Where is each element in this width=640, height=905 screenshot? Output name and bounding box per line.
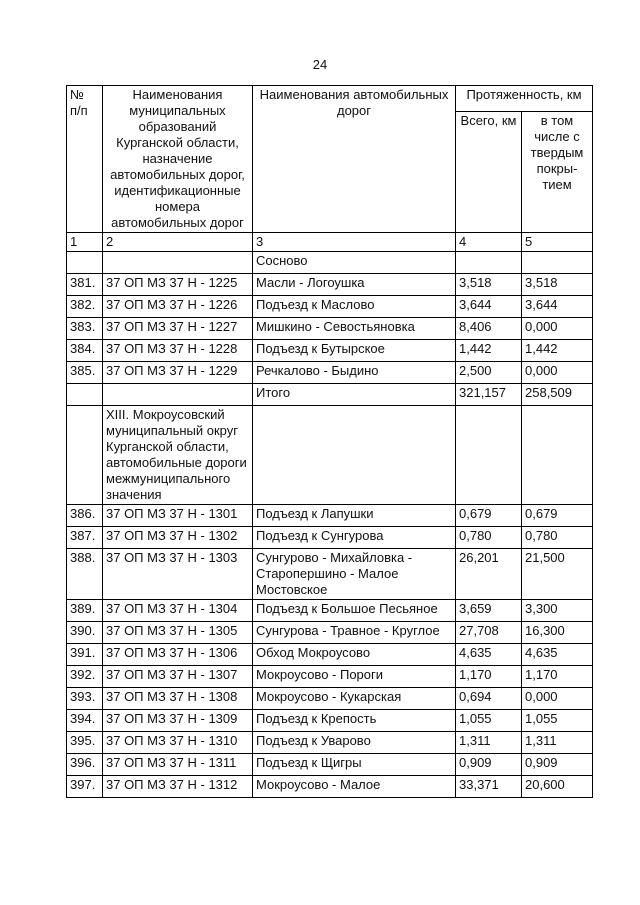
length-total: 4,635 bbox=[456, 644, 522, 666]
length-paved: 1,055 bbox=[522, 710, 593, 732]
table-row bbox=[67, 644, 593, 666]
road-name: Подъезд к Щигры bbox=[253, 754, 456, 776]
empty-cell bbox=[522, 252, 593, 274]
road-name: Подъезд к Крепость bbox=[253, 710, 456, 732]
table-row bbox=[67, 622, 593, 644]
table-row bbox=[67, 710, 593, 732]
header-total: Всего, км bbox=[456, 112, 522, 233]
header-municipal: Наименования муниципальных образований Курганской области, назначение автомобильных дорог, идентификационные номера автомобильных дорог bbox=[103, 86, 253, 233]
road-id: 37 ОП МЗ 37 Н - 1229 bbox=[103, 362, 253, 384]
road-id: 37 ОП МЗ 37 Н - 1226 bbox=[103, 296, 253, 318]
road-id: 37 ОП МЗ 37 Н - 1227 bbox=[103, 318, 253, 340]
section-title: XIII. Мокроусовский муниципальный округ Курганской области, автомобильные дороги межмуниципального значения bbox=[103, 406, 253, 505]
length-paved: 0,000 bbox=[522, 688, 593, 710]
table-row bbox=[67, 274, 593, 296]
header-road-name: Наименования автомобильных дорог bbox=[253, 86, 456, 233]
length-total: 33,371 bbox=[456, 776, 522, 798]
empty-cell bbox=[253, 406, 456, 505]
table-row bbox=[67, 549, 593, 600]
road-name: Мокроусово - Малое bbox=[253, 776, 456, 798]
row-number: 388. bbox=[67, 549, 103, 600]
road-id: 37 ОП МЗ 37 Н - 1304 bbox=[103, 600, 253, 622]
length-total: 1,311 bbox=[456, 732, 522, 754]
table-row bbox=[67, 732, 593, 754]
length-paved: 0,909 bbox=[522, 754, 593, 776]
length-total: 0,679 bbox=[456, 505, 522, 527]
table-row bbox=[67, 362, 593, 384]
length-paved: 21,500 bbox=[522, 549, 593, 600]
total-paved: 258,509 bbox=[522, 384, 593, 406]
row-number: 397. bbox=[67, 776, 103, 798]
road-id: 37 ОП МЗ 37 Н - 1301 bbox=[103, 505, 253, 527]
road-id: 37 ОП МЗ 37 Н - 1305 bbox=[103, 622, 253, 644]
length-paved: 3,300 bbox=[522, 600, 593, 622]
section-label: Сосново bbox=[253, 252, 456, 274]
road-name: Сунгурово - Михайловка - Старопершино - Малое Мостовское bbox=[253, 549, 456, 600]
length-paved: 4,635 bbox=[522, 644, 593, 666]
road-name: Подъезд к Большое Песьяное bbox=[253, 600, 456, 622]
row-number: 395. bbox=[67, 732, 103, 754]
road-name: Сунгурова - Травное - Круглое bbox=[253, 622, 456, 644]
road-id: 37 ОП МЗ 37 Н - 1309 bbox=[103, 710, 253, 732]
section-header-row bbox=[67, 406, 593, 505]
column-number: 3 bbox=[253, 233, 456, 252]
road-id: 37 ОП МЗ 37 Н - 1312 bbox=[103, 776, 253, 798]
table-header bbox=[67, 86, 593, 252]
table-row bbox=[67, 527, 593, 549]
table-row bbox=[67, 296, 593, 318]
length-total: 2,500 bbox=[456, 362, 522, 384]
column-number: 2 bbox=[103, 233, 253, 252]
page-number: 24 bbox=[312, 57, 328, 72]
length-total: 27,708 bbox=[456, 622, 522, 644]
row-number: 386. bbox=[67, 505, 103, 527]
road-id: 37 ОП МЗ 37 Н - 1225 bbox=[103, 274, 253, 296]
length-total: 0,780 bbox=[456, 527, 522, 549]
road-id: 37 ОП МЗ 37 Н - 1307 bbox=[103, 666, 253, 688]
road-id: 37 ОП МЗ 37 Н - 1311 bbox=[103, 754, 253, 776]
table-row bbox=[67, 600, 593, 622]
road-name: Мокроусово - Кукарская bbox=[253, 688, 456, 710]
road-name: Подъезд к Бутырское bbox=[253, 340, 456, 362]
column-number: 5 bbox=[522, 233, 593, 252]
length-total: 1,442 bbox=[456, 340, 522, 362]
table-row bbox=[67, 754, 593, 776]
empty-cell bbox=[522, 406, 593, 505]
length-total: 1,170 bbox=[456, 666, 522, 688]
length-paved: 1,311 bbox=[522, 732, 593, 754]
row-number: 385. bbox=[67, 362, 103, 384]
table-row bbox=[67, 505, 593, 527]
row-number: 382. bbox=[67, 296, 103, 318]
length-paved: 0,000 bbox=[522, 362, 593, 384]
length-paved: 0,780 bbox=[522, 527, 593, 549]
row-number: 387. bbox=[67, 527, 103, 549]
road-name: Мокроусово - Пороги bbox=[253, 666, 456, 688]
road-name: Подъезд к Уварово bbox=[253, 732, 456, 754]
row-number: 394. bbox=[67, 710, 103, 732]
table-row bbox=[67, 776, 593, 798]
row-number: 391. bbox=[67, 644, 103, 666]
length-total: 3,644 bbox=[456, 296, 522, 318]
row-number: 381. bbox=[67, 274, 103, 296]
empty-cell bbox=[456, 252, 522, 274]
empty-cell bbox=[103, 252, 253, 274]
length-total: 8,406 bbox=[456, 318, 522, 340]
row-number: 383. bbox=[67, 318, 103, 340]
table-row bbox=[67, 666, 593, 688]
length-total: 26,201 bbox=[456, 549, 522, 600]
road-id: 37 ОП МЗ 37 Н - 1306 bbox=[103, 644, 253, 666]
column-number: 1 bbox=[67, 233, 103, 252]
length-total: 3,518 bbox=[456, 274, 522, 296]
section-continuation-row bbox=[67, 252, 593, 274]
length-paved: 1,170 bbox=[522, 666, 593, 688]
empty-cell bbox=[103, 384, 253, 406]
row-number: 389. bbox=[67, 600, 103, 622]
row-number: 392. bbox=[67, 666, 103, 688]
length-paved: 20,600 bbox=[522, 776, 593, 798]
length-paved: 3,644 bbox=[522, 296, 593, 318]
empty-cell bbox=[456, 406, 522, 505]
length-total: 0,694 bbox=[456, 688, 522, 710]
length-paved: 1,442 bbox=[522, 340, 593, 362]
length-paved: 16,300 bbox=[522, 622, 593, 644]
row-number: 390. bbox=[67, 622, 103, 644]
road-name: Подъезд к Маслово bbox=[253, 296, 456, 318]
road-name: Речкалово - Быдино bbox=[253, 362, 456, 384]
column-number: 4 bbox=[456, 233, 522, 252]
length-total: 1,055 bbox=[456, 710, 522, 732]
length-total: 3,659 bbox=[456, 600, 522, 622]
road-id: 37 ОП МЗ 37 Н - 1308 bbox=[103, 688, 253, 710]
road-name: Обход Мокроусово bbox=[253, 644, 456, 666]
table-row bbox=[67, 318, 593, 340]
total-row bbox=[67, 384, 593, 406]
total-label: Итого bbox=[253, 384, 456, 406]
column-number-row bbox=[67, 233, 593, 252]
empty-cell bbox=[67, 384, 103, 406]
road-id: 37 ОП МЗ 37 Н - 1228 bbox=[103, 340, 253, 362]
header-num: № п/п bbox=[67, 86, 103, 233]
road-name: Подъезд к Сунгурова bbox=[253, 527, 456, 549]
table-row bbox=[67, 340, 593, 362]
row-number: 396. bbox=[67, 754, 103, 776]
length-total: 0,909 bbox=[456, 754, 522, 776]
length-paved: 3,518 bbox=[522, 274, 593, 296]
length-paved: 0,000 bbox=[522, 318, 593, 340]
empty-cell bbox=[67, 252, 103, 274]
road-id: 37 ОП МЗ 37 Н - 1310 bbox=[103, 732, 253, 754]
header-paved: в том числе с твердым покры-тием bbox=[522, 112, 593, 233]
length-paved: 0,679 bbox=[522, 505, 593, 527]
row-number: 393. bbox=[67, 688, 103, 710]
road-name: Мишкино - Севостьяновка bbox=[253, 318, 456, 340]
road-id: 37 ОП МЗ 37 Н - 1302 bbox=[103, 527, 253, 549]
road-name: Подъезд к Лапушки bbox=[253, 505, 456, 527]
table-row bbox=[67, 688, 593, 710]
total-length: 321,157 bbox=[456, 384, 522, 406]
empty-cell bbox=[67, 406, 103, 505]
roads-table bbox=[66, 85, 593, 798]
header-length: Протяженность, км bbox=[456, 86, 593, 112]
road-name: Масли - Логоушка bbox=[253, 274, 456, 296]
row-number: 384. bbox=[67, 340, 103, 362]
road-id: 37 ОП МЗ 37 Н - 1303 bbox=[103, 549, 253, 600]
